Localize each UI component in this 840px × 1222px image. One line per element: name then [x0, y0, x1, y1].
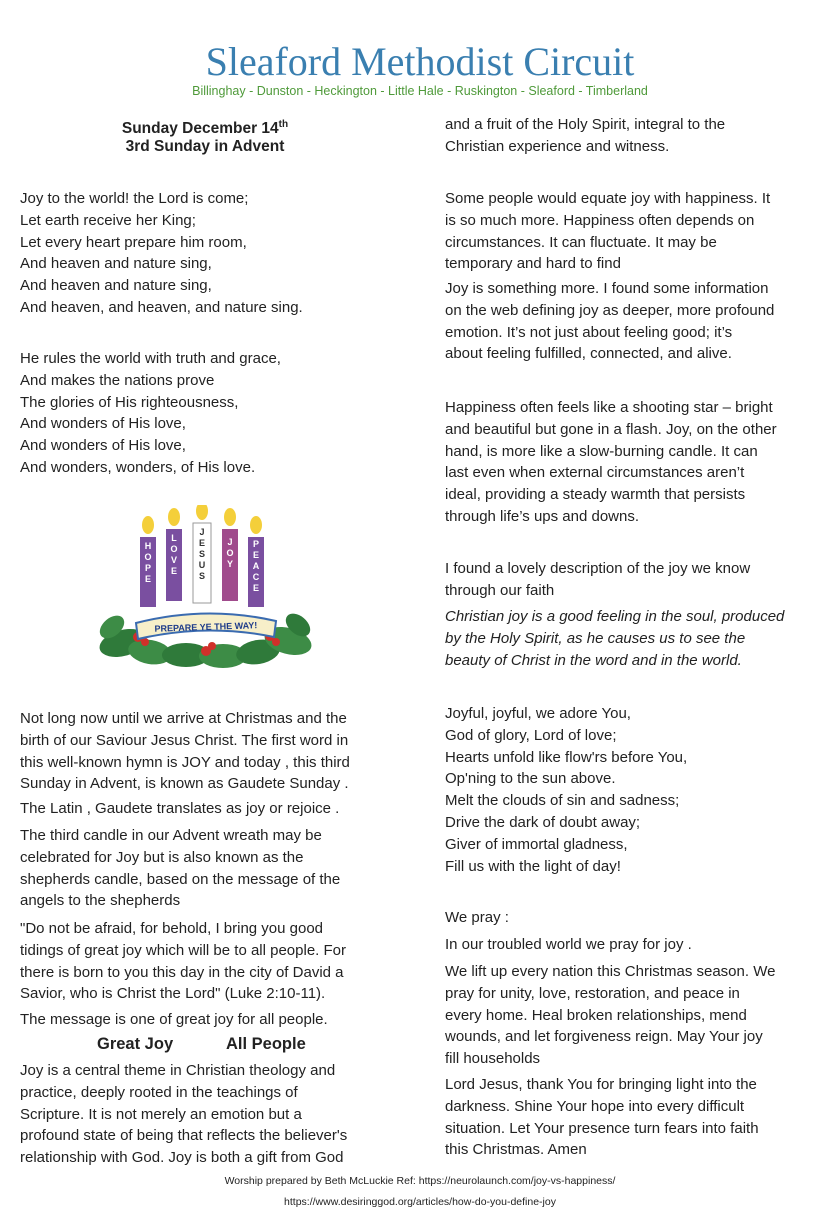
- heading-all-people: All People: [226, 1035, 306, 1053]
- paragraph-message: The message is one of great joy for all people.: [20, 1011, 328, 1028]
- circuit-places: Billinghay - Dunston - Heckington - Little Hale - Ruskington - Sleaford - Timberland: [192, 84, 648, 98]
- paragraph-joy-more: Joy is something more. I found some information on the web defining joy as deeper, more profound emotion. It’s not just about feeling good; it’s about feeling fulfilled, connected, and alive.: [445, 280, 775, 363]
- prayer-troubled-world: In our troubled world we pray for joy .: [445, 936, 692, 953]
- candle-hope: [140, 516, 156, 607]
- candle-joy: [222, 508, 238, 601]
- quote-christian-joy: Christian joy is a good feeling in the soul, produced by the Holy Spirit, as he causes us to see the beauty of Christ in the word and in the world.: [445, 608, 785, 669]
- banner-text: PREPARE YE THE WAY!: [154, 620, 258, 634]
- candle-label-joy: J O Y: [226, 537, 234, 569]
- hymn-joyful: Joyful, joyful, we adore You, God of glory, Lord of love; Hearts unfold like flow'rs before You, Op'ning to the sun above. Melt the clouds of sin and sadness; Drive the dark of doubt away; Giver of immortal gladness, Fill us with the light of day!: [445, 705, 688, 875]
- footer-link: https://www.desiringgod.org/articles/how-do-you-define-joy: [284, 1196, 556, 1208]
- heading-great-joy: Great Joy: [97, 1035, 174, 1053]
- page-title: Sleaford Methodist Circuit: [205, 39, 635, 84]
- candle-jesus: [193, 505, 211, 603]
- hymn-verse-2: He rules the world with truth and grace, And makes the nations prove The glories of His righteousness, And wonders of His love, And wonders of His love, And wonders, wonders, of His love.: [20, 350, 281, 476]
- paragraph-fruit-spirit: and a fruit of the Holy Spirit, integral to the Christian experience and witness.: [445, 116, 726, 155]
- paragraph-latin: The Latin , Gaudete translates as joy or rejoice .: [20, 800, 340, 817]
- paragraph-shooting-star: Happiness often feels like a shooting star – bright and beautiful but gone in a flash. Joy, on the other hand, is more like a slow-burning candle. It can last even when external circumstances aren’t ideal, providing a steady warmth that persists through life’s ups and downs.: [445, 399, 777, 525]
- paragraph-christmas: Not long now until we arrive at Christmas and the birth of our Saviour Jesus Christ. The first word in this well-known hymn is JOY and today , this third Sunday in Advent, is known as Gaudete Sunday .: [20, 710, 350, 793]
- paragraph-description: I found a lovely description of the joy we know through our faith: [445, 560, 751, 599]
- footer-credit: Worship prepared by Beth McLuckie Ref: https://neurolaunch.com/joy-vs-happiness/: [224, 1175, 616, 1187]
- candle-label-jesus: J E S U S: [198, 527, 206, 581]
- paragraph-happiness: Some people would equate joy with happiness. It is so much more. Happiness often depends on circumstances. It can fluctuate. It may be temporary and hard to find: [445, 190, 771, 273]
- candle-peace: [248, 516, 264, 607]
- hymn-verse-1: Joy to the world! the Lord is come; Let earth receive her King; Let every heart prepare him room, And heaven and nature sing, And heaven and nature sing, And heaven, and heaven, and nature sing.: [20, 190, 303, 316]
- candle-label-peace: P E A C E: [252, 539, 260, 593]
- paragraph-joy-central: Joy is a central theme in Christian theology and practice, deeply rooted in the teachings of Scripture. It is not merely an emotion but a profound state of being that reflects the believer's relationship with God. Joy is both a gift from God: [20, 1062, 348, 1167]
- service-date: Sunday December 14th: [121, 119, 289, 138]
- candle-love: [166, 508, 182, 601]
- paragraph-luke-quote: "Do not be afraid, for behold, I bring you good tidings of great joy which will be to all people. For there is born to you this day in the city of David a Savior, who is Christ the Lord" (Luke 2:10-11).: [20, 920, 347, 1003]
- advent-heading: 3rd Sunday in Advent: [125, 138, 285, 155]
- advent-wreath-image: [98, 505, 314, 675]
- prayer-nations: We lift up every nation this Christmas season. We pray for unity, love, restoration, and peace in every home. Heal broken relationships, mend wounds, and let forgiveness reign. May Your joy fill households: [445, 963, 776, 1068]
- candle-label-hope: H O P E: [144, 541, 152, 584]
- paragraph-third-candle: The third candle in our Advent wreath may be celebrated for Joy but is also known as the shepherds candle, based on the message of the angels to the shepherds: [20, 827, 341, 910]
- prayer-lord-jesus: Lord Jesus, thank You for bringing light into the darkness. Shine Your hope into every difficult situation. Let Your presence turn fears into faith this Christmas. Amen: [445, 1076, 759, 1159]
- candle-label-love: L O V E: [170, 533, 178, 576]
- prayer-heading: We pray :: [445, 909, 509, 926]
